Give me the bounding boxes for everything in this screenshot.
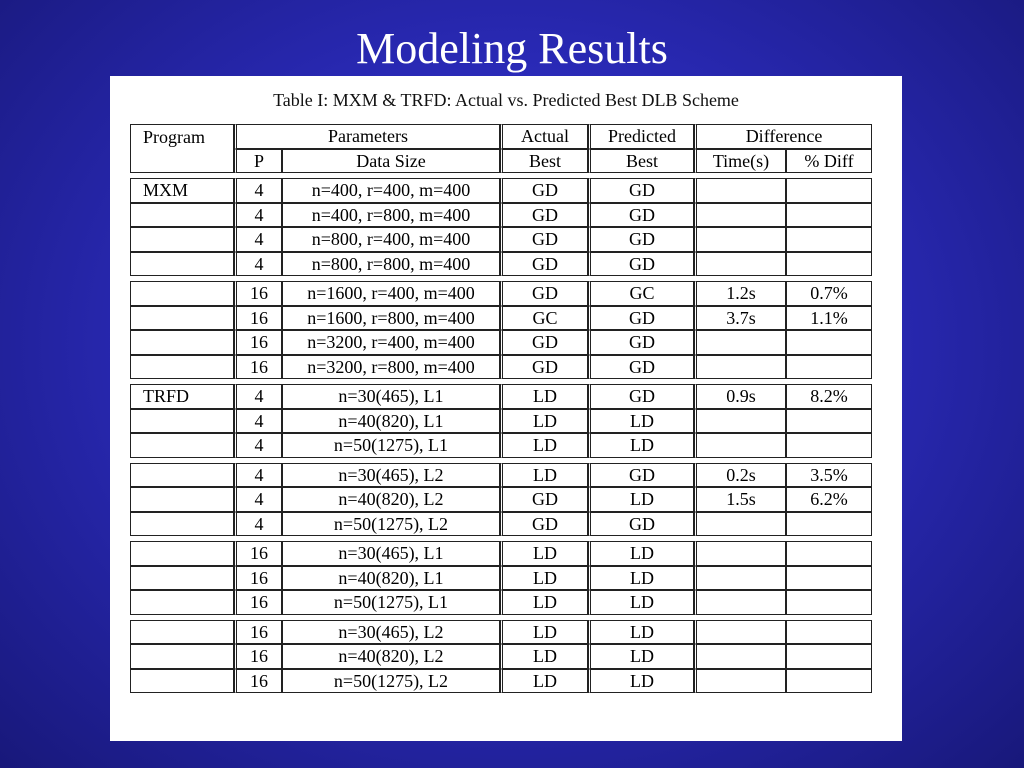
data-size-cell: n=1600, r=400, m=400: [282, 281, 500, 306]
p-cell: 16: [234, 669, 282, 694]
data-size-cell: n=30(465), L1: [282, 541, 500, 566]
program-cell: [130, 330, 234, 355]
table-row: [130, 306, 872, 331]
predicted-cell: GD: [588, 384, 694, 409]
time-cell: [694, 330, 786, 355]
program-cell: [130, 541, 234, 566]
data-size-cell: n=40(820), L2: [282, 644, 500, 669]
data-size-cell: n=3200, r=800, m=400: [282, 355, 500, 380]
data-size-cell: n=40(820), L1: [282, 566, 500, 591]
pct-diff-cell: [786, 566, 872, 591]
program-cell: [130, 227, 234, 252]
program-cell: [130, 620, 234, 645]
pct-diff-cell: 8.2%: [786, 384, 872, 409]
pct-diff-cell: 6.2%: [786, 487, 872, 512]
actual-cell: LD: [500, 620, 588, 645]
data-size-cell: n=1600, r=800, m=400: [282, 306, 500, 331]
table-row: [130, 463, 872, 488]
predicted-cell: GD: [588, 252, 694, 277]
actual-cell: GD: [500, 330, 588, 355]
p-cell: 4: [234, 227, 282, 252]
program-cell: [130, 203, 234, 228]
header-time: Time(s): [694, 149, 786, 174]
table-row: [130, 203, 872, 228]
pct-diff-cell: [786, 512, 872, 537]
time-cell: [694, 541, 786, 566]
program-cell: [130, 463, 234, 488]
p-cell: 4: [234, 178, 282, 203]
data-size-cell: n=30(465), L2: [282, 463, 500, 488]
header-predicted-best: Best: [588, 149, 694, 174]
actual-cell: LD: [500, 566, 588, 591]
predicted-cell: LD: [588, 590, 694, 615]
header-predicted: Predicted: [588, 124, 694, 149]
table-caption: Table I: MXM & TRFD: Actual vs. Predicted Best DLB Scheme: [273, 90, 739, 110]
predicted-cell: GD: [588, 512, 694, 537]
actual-cell: GD: [500, 512, 588, 537]
table-row: [130, 620, 872, 645]
actual-cell: GD: [500, 203, 588, 228]
actual-cell: GD: [500, 252, 588, 277]
p-cell: 16: [234, 590, 282, 615]
time-cell: [694, 620, 786, 645]
header-actual-best: Best: [500, 149, 588, 174]
data-size-cell: n=800, r=400, m=400: [282, 227, 500, 252]
actual-cell: GD: [500, 178, 588, 203]
pct-diff-cell: [786, 409, 872, 434]
time-cell: [694, 409, 786, 434]
actual-cell: LD: [500, 669, 588, 694]
header-row-1: [130, 124, 872, 149]
actual-cell: GD: [500, 487, 588, 512]
header-actual: Actual: [500, 124, 588, 149]
time-cell: [694, 252, 786, 277]
time-cell: 0.9s: [694, 384, 786, 409]
header-data-size: Data Size: [282, 149, 500, 174]
program-cell: [130, 566, 234, 591]
table-row: [130, 487, 872, 512]
pct-diff-cell: [786, 178, 872, 203]
time-cell: [694, 566, 786, 591]
predicted-cell: LD: [588, 566, 694, 591]
header-row-2: [130, 149, 872, 174]
data-size-cell: n=400, r=400, m=400: [282, 178, 500, 203]
table-row: [130, 178, 872, 203]
predicted-cell: LD: [588, 644, 694, 669]
program-cell: [130, 433, 234, 458]
program-cell: [130, 512, 234, 537]
predicted-cell: GD: [588, 330, 694, 355]
program-cell: [130, 644, 234, 669]
table-row: [130, 669, 872, 694]
time-cell: [694, 355, 786, 380]
p-cell: 16: [234, 281, 282, 306]
p-cell: 4: [234, 409, 282, 434]
predicted-cell: LD: [588, 409, 694, 434]
p-cell: 16: [234, 541, 282, 566]
actual-cell: LD: [500, 409, 588, 434]
time-cell: [694, 644, 786, 669]
header-parameters: Parameters: [234, 124, 500, 149]
program-cell: MXM: [130, 178, 234, 203]
table-row: [130, 252, 872, 277]
program-cell: TRFD: [130, 384, 234, 409]
time-cell: [694, 203, 786, 228]
program-cell: [130, 487, 234, 512]
p-cell: 4: [234, 384, 282, 409]
p-cell: 16: [234, 355, 282, 380]
program-cell: [130, 355, 234, 380]
time-cell: 1.5s: [694, 487, 786, 512]
pct-diff-cell: 0.7%: [786, 281, 872, 306]
table-row: [130, 384, 872, 409]
actual-cell: LD: [500, 644, 588, 669]
actual-cell: LD: [500, 541, 588, 566]
pct-diff-cell: 1.1%: [786, 306, 872, 331]
predicted-cell: GD: [588, 463, 694, 488]
actual-cell: LD: [500, 590, 588, 615]
time-cell: [694, 433, 786, 458]
p-cell: 4: [234, 487, 282, 512]
predicted-cell: GD: [588, 355, 694, 380]
actual-cell: GD: [500, 227, 588, 252]
pct-diff-cell: [786, 644, 872, 669]
header-pct-diff: % Diff: [786, 149, 872, 174]
time-cell: [694, 590, 786, 615]
predicted-cell: GD: [588, 306, 694, 331]
p-cell: 4: [234, 203, 282, 228]
pct-diff-cell: [786, 590, 872, 615]
predicted-cell: LD: [588, 620, 694, 645]
predicted-cell: LD: [588, 433, 694, 458]
p-cell: 16: [234, 644, 282, 669]
actual-cell: GD: [500, 355, 588, 380]
table-row: [130, 227, 872, 252]
predicted-cell: GD: [588, 178, 694, 203]
time-cell: [694, 227, 786, 252]
data-size-cell: n=3200, r=400, m=400: [282, 330, 500, 355]
data-size-cell: n=50(1275), L2: [282, 512, 500, 537]
time-cell: 1.2s: [694, 281, 786, 306]
data-size-cell: n=30(465), L2: [282, 620, 500, 645]
program-cell: [130, 409, 234, 434]
predicted-cell: LD: [588, 541, 694, 566]
program-cell: [130, 281, 234, 306]
p-cell: 4: [234, 512, 282, 537]
actual-cell: LD: [500, 433, 588, 458]
pct-diff-cell: [786, 620, 872, 645]
table-row: [130, 355, 872, 380]
data-size-cell: n=50(1275), L2: [282, 669, 500, 694]
results-table: [130, 124, 872, 693]
program-cell: [130, 590, 234, 615]
actual-cell: LD: [500, 463, 588, 488]
table-row: [130, 409, 872, 434]
data-size-cell: n=400, r=800, m=400: [282, 203, 500, 228]
actual-cell: GD: [500, 281, 588, 306]
table-row: [130, 433, 872, 458]
program-cell: [130, 252, 234, 277]
p-cell: 4: [234, 252, 282, 277]
p-cell: 16: [234, 566, 282, 591]
p-cell: 4: [234, 433, 282, 458]
slide-title: Modeling Results: [356, 24, 668, 73]
header-difference: Difference: [694, 124, 872, 149]
pct-diff-cell: [786, 669, 872, 694]
table-row: [130, 566, 872, 591]
p-cell: 16: [234, 306, 282, 331]
predicted-cell: GD: [588, 203, 694, 228]
data-size-cell: n=800, r=800, m=400: [282, 252, 500, 277]
predicted-cell: LD: [588, 669, 694, 694]
header-program: Program: [130, 124, 234, 173]
actual-cell: LD: [500, 384, 588, 409]
header-p: P: [234, 149, 282, 174]
actual-cell: GC: [500, 306, 588, 331]
table-row: [130, 281, 872, 306]
pct-diff-cell: [786, 203, 872, 228]
pct-diff-cell: [786, 541, 872, 566]
pct-diff-cell: [786, 330, 872, 355]
table-document: [110, 76, 902, 741]
predicted-cell: LD: [588, 487, 694, 512]
time-cell: [694, 512, 786, 537]
predicted-cell: GD: [588, 227, 694, 252]
table-row: [130, 330, 872, 355]
data-size-cell: n=50(1275), L1: [282, 433, 500, 458]
data-size-cell: n=50(1275), L1: [282, 590, 500, 615]
time-cell: [694, 178, 786, 203]
table-row: [130, 644, 872, 669]
time-cell: 3.7s: [694, 306, 786, 331]
time-cell: [694, 669, 786, 694]
p-cell: 4: [234, 463, 282, 488]
predicted-cell: GC: [588, 281, 694, 306]
pct-diff-cell: 3.5%: [786, 463, 872, 488]
time-cell: 0.2s: [694, 463, 786, 488]
pct-diff-cell: [786, 252, 872, 277]
table-row: [130, 541, 872, 566]
data-size-cell: n=40(820), L2: [282, 487, 500, 512]
p-cell: 16: [234, 330, 282, 355]
data-size-cell: n=30(465), L1: [282, 384, 500, 409]
table-row: [130, 590, 872, 615]
p-cell: 16: [234, 620, 282, 645]
data-size-cell: n=40(820), L1: [282, 409, 500, 434]
program-cell: [130, 306, 234, 331]
pct-diff-cell: [786, 227, 872, 252]
pct-diff-cell: [786, 433, 872, 458]
program-cell: [130, 669, 234, 694]
pct-diff-cell: [786, 355, 872, 380]
table-row: [130, 512, 872, 537]
